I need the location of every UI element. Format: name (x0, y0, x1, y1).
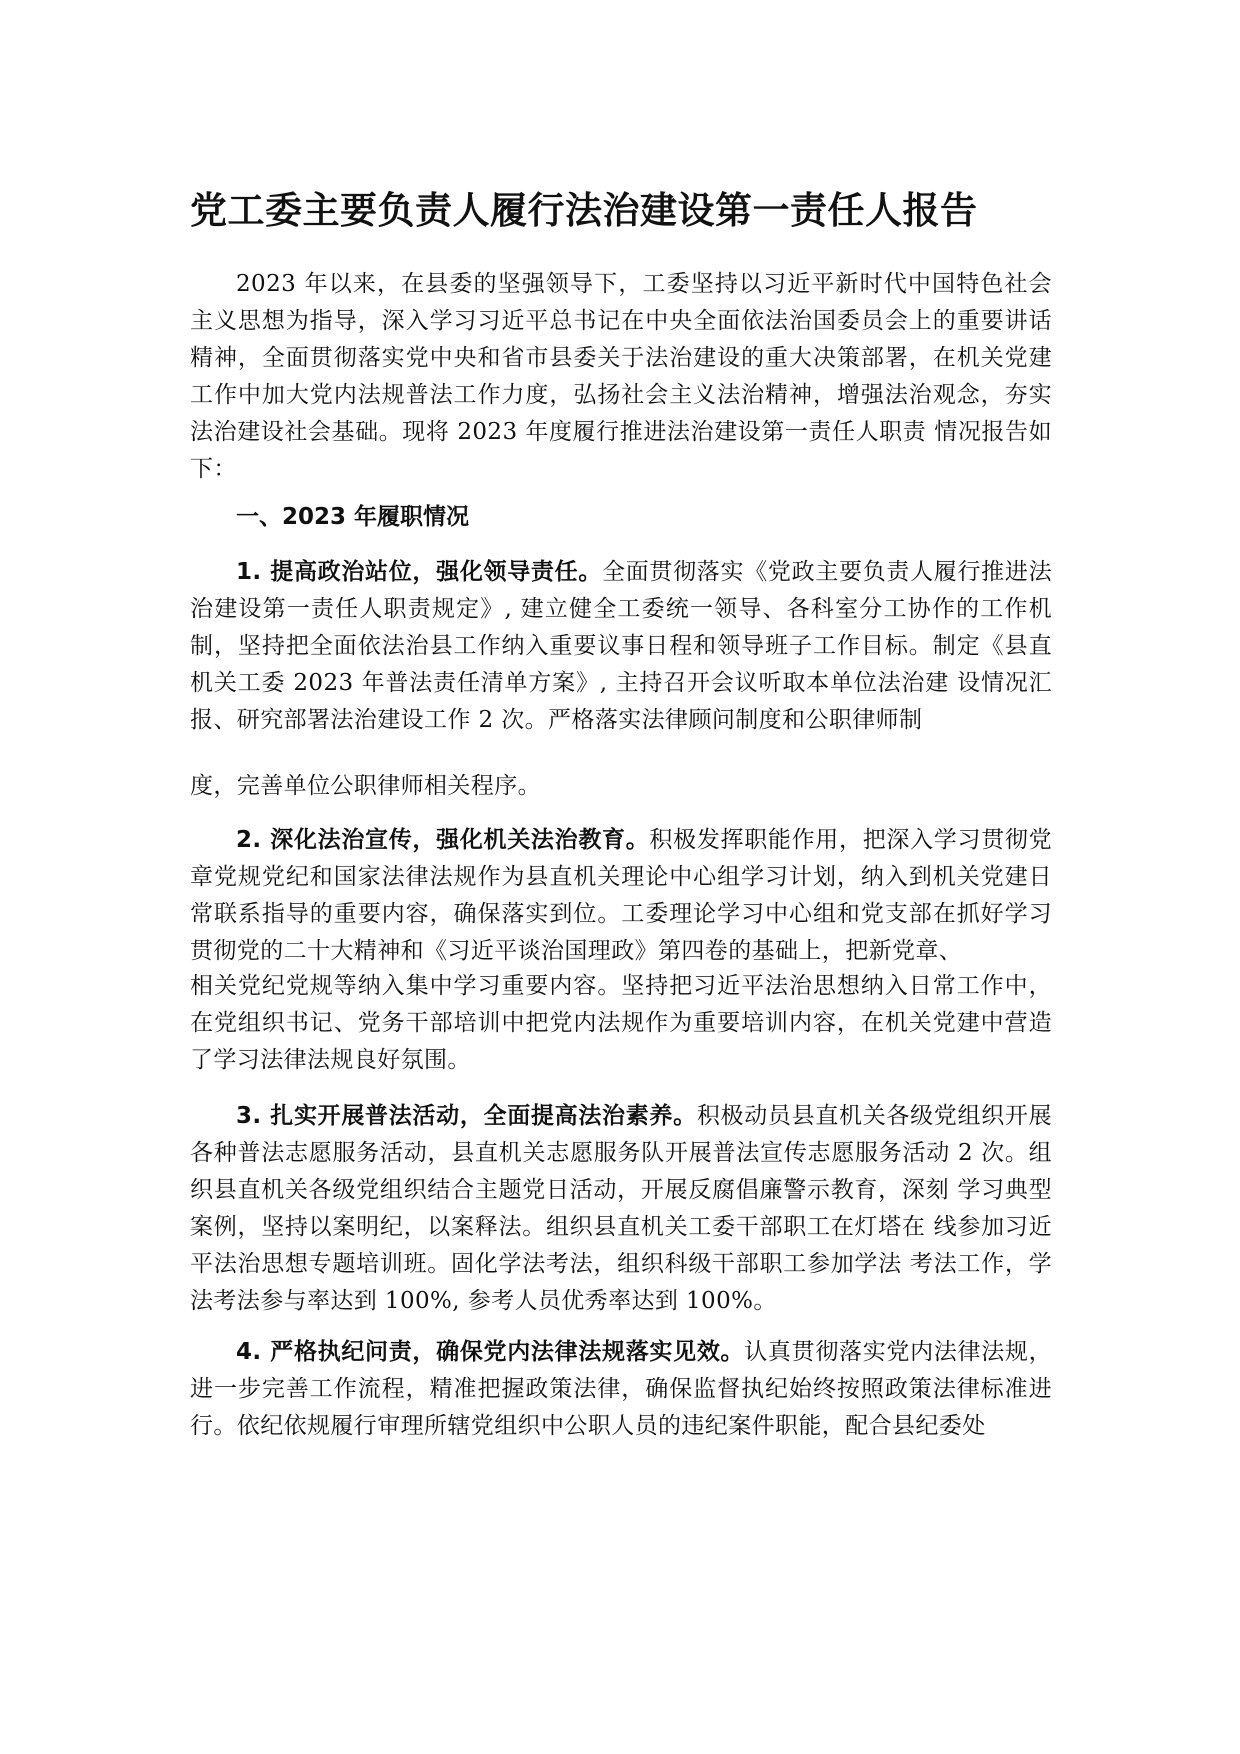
item-3-title: 3. 扎实开展普法活动，全面提高法治素养。 (236, 1103, 697, 1129)
item-2-text: 积极发挥职能作用，把深入学习贯彻党章党规党纪和国家法律法规作为县直机关理论中心组学习计划，纳入到机关党建日常联系指导的重要内容，确保落实到位。工委理论学习中心组和党支部在抓好学习贯彻党的二十大精神和《习近平谈治国理政》第四卷的基础上，把新党章、 (190, 827, 1052, 964)
section-heading: 一、2023 年履职情况 (236, 504, 470, 530)
item-4-title: 4. 严格执纪问责，确保党内法律法规落实见效。 (236, 1339, 745, 1365)
item-2-paragraph (190, 822, 1052, 970)
item-3-text: 积极动员县直机关各级党组织开展各种普法志愿服务活动，县直机关志愿服务队开展普法宣传志愿服务活动 2 次。组织县直机关各级党组织结合主题党日活动，开展反腐倡廉警示教育，深刻 学习典型案例，坚持以案明纪，以案释法。组织县直机关工委干部职工在灯塔在 线参加习近平法治思想专题培训班。固化学法考法，组织科级干部职工参加学法 考法工作，学法考法参与率达到 100%, 参考人员优秀率达到 100%。 (190, 1103, 1053, 1314)
item-3-paragraph (190, 1098, 1052, 1320)
item-1-title: 1. 提高政治站位，强化领导责任。 (236, 559, 603, 585)
item-1-text: 全面贯彻落实《党政主要负责人履行推进法治建设第一责任人职责规定》, 建立健全工委统一领导、各科室分工协作的工作机制，坚持把全面依法治县工作纳入重要议事日程和领导班子工作目标。制定《县直机关工委 2023 年普法责任清单方案》, 主持召开会议听取本单位法治建 设情况汇报、研究部署法治建设工作 2 次。严格落实法律顾问制度和公职律师制 (190, 559, 1052, 733)
item-2-title: 2. 深化法治宣传，强化机关法治教育。 (236, 827, 650, 853)
intro-paragraph: 2023 年以来，在县委的坚强领导下，工委坚持以习近平新时代中国特色社会主义思想为指导，深入学习习近平总书记在中央全面依法治国委员会上的重要讲话精神，全面贯彻落实党中央和省市县委关于法治建设的重大决策部署，在机关党建工作中加大党内法规普法工作力度，弘扬社会主义法治精神，增强法治观念，夯实法治建设社会基础。现将 2023 年度履行推进法治建设第一责任人职责 情况报告如下： (190, 271, 1052, 482)
item-4-text: 认真贯彻落实党内法律法规，进一步完善工作流程，精准把握政策法律，确保监督执纪始终按照政策法律标准进行。依纪依规履行审理所辖党组织中公职人员的违纪案件职能，配合县纪委处 (190, 1339, 1052, 1439)
document-title: 党工委主要负责人履行法治建设第一责任人报告 (190, 189, 978, 232)
item-2-tail: 相关党纪党规等纳入集中学习重要内容。坚持把习近平法治思想纳入日常工作中，在党组织书记、党务干部培训中把党内法规作为重要培训内容，在机关党建中营造了学习法律法规良好氛围。 (190, 973, 1052, 1073)
item-4-paragraph (190, 1334, 1052, 1445)
item-1-tail: 度，完善单位公职律师相关程序。 (190, 773, 541, 799)
item-1-paragraph (190, 554, 1052, 739)
